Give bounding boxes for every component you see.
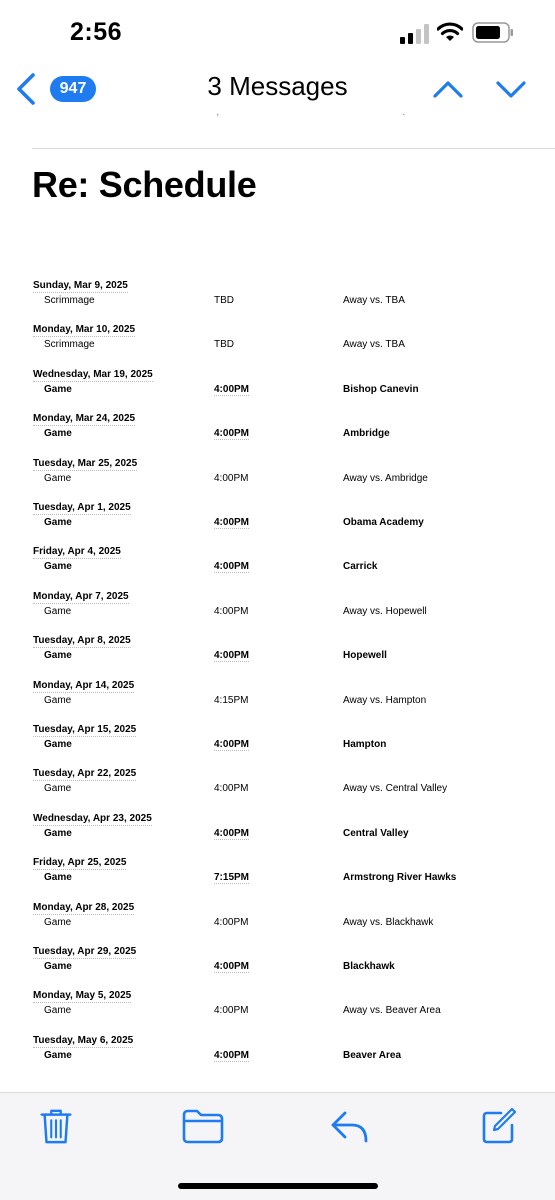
schedule-date: Friday, Apr 25, 2025: [33, 857, 127, 868]
event-time: 4:00PM: [214, 783, 249, 794]
event-opponent: Away vs. TBA: [343, 295, 405, 306]
event-time: 4:00PM: [214, 1005, 249, 1016]
wifi-icon: [437, 22, 463, 42]
schedule-entry: [0, 944, 555, 988]
event-type: Game: [44, 961, 72, 972]
message-divider: [32, 148, 555, 149]
event-type: Game: [44, 606, 72, 617]
schedule-date: Monday, Apr 28, 2025: [33, 902, 135, 913]
schedule-entry: [0, 678, 555, 722]
event-type: Game: [44, 872, 72, 883]
schedule-entry: [0, 633, 555, 677]
schedule-date: Monday, Apr 7, 2025: [33, 591, 129, 602]
event-opponent: Away vs. Hampton: [343, 695, 427, 706]
cellular-signal-icon: [400, 24, 430, 44]
schedule-entry: [0, 988, 555, 1032]
schedule-date: Tuesday, Apr 29, 2025: [33, 946, 137, 957]
event-time: 4:00PM: [214, 473, 249, 484]
event-opponent: Bishop Canevin: [343, 384, 419, 395]
status-time: 2:56: [70, 18, 123, 46]
schedule-date: Tuesday, Apr 15, 2025: [33, 724, 137, 735]
schedule-entry: [0, 322, 555, 366]
event-time: 4:00PM: [214, 828, 250, 839]
event-time: TBD: [214, 339, 234, 350]
schedule-date: Monday, Mar 24, 2025: [33, 413, 136, 424]
event-opponent: Away vs. TBA: [343, 339, 405, 350]
event-opponent: Away vs. Blackhawk: [343, 917, 434, 928]
event-time: 4:00PM: [214, 650, 250, 661]
schedule-date: Tuesday, Mar 25, 2025: [33, 458, 138, 469]
home-indicator[interactable]: [178, 1183, 378, 1189]
chevron-left-icon[interactable]: [14, 72, 38, 106]
compose-icon[interactable]: [481, 1107, 517, 1145]
schedule-entry: [0, 456, 555, 500]
schedule-date: Monday, Mar 10, 2025: [33, 324, 136, 335]
event-opponent: Beaver Area: [343, 1050, 402, 1061]
event-time: TBD: [214, 295, 234, 306]
event-type: Game: [44, 739, 72, 750]
schedule-entry: [0, 589, 555, 633]
event-opponent: Blackhawk: [343, 961, 395, 972]
schedule-date: Sunday, Mar 9, 2025: [33, 280, 128, 291]
battery-icon: [472, 22, 514, 43]
event-time: 4:00PM: [214, 561, 250, 572]
schedule-date: Monday, Apr 14, 2025: [33, 680, 135, 691]
schedule-entry: [0, 722, 555, 766]
event-type: Game: [44, 695, 72, 706]
event-time: 4:00PM: [214, 739, 250, 750]
event-type: Scrimmage: [44, 295, 95, 306]
event-time: 7:15PM: [214, 872, 250, 883]
reply-icon[interactable]: [330, 1107, 370, 1145]
schedule-date: Tuesday, Apr 22, 2025: [33, 768, 137, 779]
event-opponent: Away vs. Ambridge: [343, 473, 428, 484]
event-opponent: Away vs. Central Valley: [343, 783, 448, 794]
trash-icon[interactable]: [38, 1107, 74, 1145]
event-time: 4:00PM: [214, 1050, 250, 1061]
event-time: 4:00PM: [214, 917, 249, 928]
event-time: 4:00PM: [214, 517, 250, 528]
event-time: 4:00PM: [214, 384, 250, 395]
event-opponent: Hopewell: [343, 650, 387, 661]
chevron-up-icon[interactable]: [432, 76, 464, 102]
event-type: Game: [44, 561, 72, 572]
schedule-entry: [0, 278, 555, 322]
schedule-entry: [0, 900, 555, 944]
event-type: Game: [44, 428, 72, 439]
event-time: 4:15PM: [214, 695, 249, 706]
event-opponent: Central Valley: [343, 828, 409, 839]
event-opponent: Hampton: [343, 739, 387, 750]
schedule-date: Tuesday, Apr 1, 2025: [33, 502, 131, 513]
schedule-date: Wednesday, Mar 19, 2025: [33, 369, 153, 380]
schedule-entry: [0, 1033, 555, 1077]
event-type: Game: [44, 1050, 72, 1061]
nav-title: 3 Messages: [207, 71, 348, 101]
status-bar: [0, 0, 555, 62]
schedule-entry: [0, 544, 555, 588]
folder-icon[interactable]: [182, 1107, 224, 1145]
event-opponent: Ambridge: [343, 428, 390, 439]
event-opponent: Away vs. Hopewell: [343, 606, 427, 617]
event-opponent: Obama Academy: [343, 517, 424, 528]
email-subject: Re: Schedule: [32, 164, 257, 205]
schedule-entry: [0, 855, 555, 899]
schedule-entry: [0, 766, 555, 810]
event-opponent: Carrick: [343, 561, 378, 572]
event-type: Game: [44, 828, 72, 839]
schedule-entry: [0, 500, 555, 544]
schedule-date: Tuesday, May 6, 2025: [33, 1035, 134, 1046]
schedule-date: Friday, Apr 4, 2025: [33, 546, 121, 557]
event-type: Game: [44, 517, 72, 528]
event-type: Game: [44, 1005, 72, 1016]
schedule-entry: [0, 411, 555, 455]
event-time: 4:00PM: [214, 606, 249, 617]
schedule-date: Wednesday, Apr 23, 2025: [33, 813, 152, 824]
scrolled-content-remnant: , .: [216, 110, 406, 118]
schedule-date: Tuesday, Apr 8, 2025: [33, 635, 131, 646]
event-type: Game: [44, 917, 72, 928]
event-time: 4:00PM: [214, 961, 250, 972]
event-type: Game: [44, 650, 72, 661]
event-type: Game: [44, 384, 72, 395]
chevron-down-icon[interactable]: [495, 76, 527, 102]
schedule-date: Monday, May 5, 2025: [33, 990, 132, 1001]
event-opponent: Away vs. Beaver Area: [343, 1005, 441, 1016]
event-opponent: Armstrong River Hawks: [343, 872, 457, 883]
event-type: Game: [44, 783, 72, 794]
event-type: Game: [44, 473, 72, 484]
unread-count-badge[interactable]: 947: [50, 76, 96, 102]
schedule-entry: [0, 811, 555, 855]
schedule-entry: [0, 367, 555, 411]
event-time: 4:00PM: [214, 428, 250, 439]
event-type: Scrimmage: [44, 339, 95, 350]
